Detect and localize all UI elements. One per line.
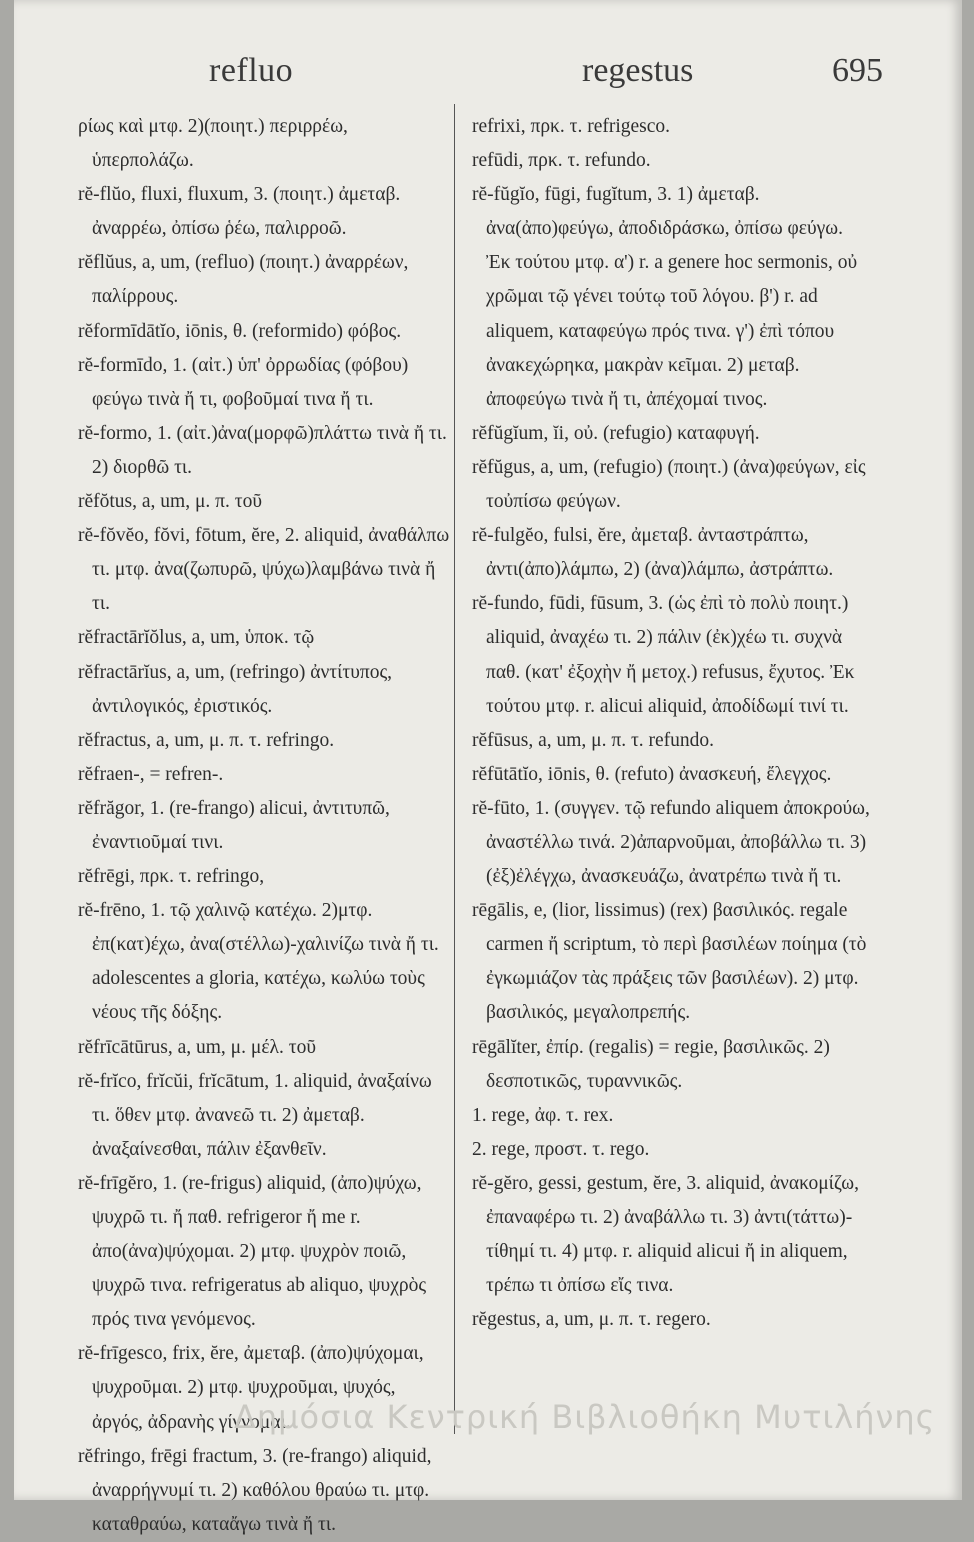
- dictionary-entry: 1. rege, ἀφ. τ. rex.: [472, 1104, 614, 1126]
- dictionary-entry: rĕ-fŭgĭo, fūgi, fugĭtum, 3. 1) ἀμεταβ. ἀνα(ἀπο)φεύγω, ἀποδιδράσκω, ὀπίσω φεύγω. Ἐκ τούτου μτφ. α') r. a genere hoc sermonis, οὐ χρῶμαι τῷ γένει τούτῳ τοῦ λόγου. β') r. ad aliquem, καταφεύγω πρός τινα. γ') ἐπὶ τόπου ἀνακεχώρηκα, μακρὰν κεῖμαι. 2) μεταβ. ἀποφεύγω τινὰ ἤ τι, ἀπέχομαί τινος.: [472, 184, 858, 410]
- dictionary-entry: rĕfŏtus, a, um, μ. π. τοῦ: [78, 491, 263, 513]
- dictionary-entry: 2. rege, προστ. τ. rego.: [472, 1138, 650, 1160]
- dictionary-entry: rĕ-fundo, fūdi, fūsum, 3. (ὡς ἐπὶ τὸ πολὺ ποιητ.) aliquid, ἀναχέω τι. 2) πάλιν (ἐκ)χέω τι. συχνὰ παθ. (κατ' ἐξοχὴν ἤ μετοχ.) refusus, ἔχυτος. Ἐκ τούτου μτφ. r. alicui aliquid, ἀποδίδωμί τινί τι.: [472, 593, 855, 717]
- dictionary-entry: refrixi, πρκ. τ. refrigesco.: [472, 116, 671, 137]
- dictionary-entry: rĕ-flŭo, fluxi, fluxum, 3. (ποιητ.) ἀμεταβ. ἀναρρέω, ὀπίσω ῥέω, παλιρροῶ.: [78, 184, 401, 240]
- dictionary-entry: rēgālĭter, ἐπίρ. (regalis) = regie, βασιλικῶς. 2) δεσποτικῶς, τυραννικῶς.: [472, 1036, 830, 1092]
- dictionary-entry: rĕfrēgi, πρκ. τ. refringo,: [78, 866, 265, 888]
- dictionary-entry: refūdi, πρκ. τ. refundo.: [472, 150, 651, 172]
- dictionary-page: [14, 0, 962, 1535]
- dictionary-entry: rĕfraen-, = refren-.: [78, 763, 224, 785]
- dictionary-entry: rĕ-gĕro, gessi, gestum, ĕre, 3. aliquid, ἀνακομίζω, ἐπαναφέρω τι. 2) ἀναβάλλω τι. 3) ἀντι(τάττω)-τίθημί τι. 4) μτφ. r. aliquid alicui ἤ in aliquem, τρέπω τι ὀπίσω εἴς τινα.: [472, 1172, 860, 1297]
- running-header: [14, 52, 962, 102]
- page-number: 695: [832, 52, 883, 89]
- dictionary-entry: rĕ-formo, 1. (αἰτ.)ἀνα(μορφῶ)πλάττω τινὰ ἤ τι. 2) διορθῶ τι.: [78, 422, 447, 478]
- dictionary-entry: rĕfŭgus, a, um, (refugio) (ποιητ.) (ἀνα)φεύγων, εἰς τοὐπίσω φεύγων.: [472, 456, 866, 513]
- dictionary-entry: rĕfringo, frēgi fractum, 3. (re-frango) aliquid, ἀναρρήγνυμί τι. 2) καθόλου θραύω τι. μτφ. καταθραύω, καταἄγω τινὰ ἤ τι.: [78, 1445, 432, 1535]
- dictionary-entry: rĕfūsus, a, um, μ. π. τ. refundo.: [472, 729, 715, 751]
- dictionary-entry: rĕfractārĭŏlus, a, um, ὑποκ. τῷ: [78, 627, 315, 649]
- dictionary-entry: rĕ-fulgĕo, fulsi, ĕre, ἀμεταβ. ἀνταστράπτω, ἀντι(ἀπο)λάμπω, 2) (ἀνα)λάμπω, ἀστράπτω.: [472, 525, 834, 581]
- dictionary-entry: rĕfŭgĭum, ĭi, οὐ. (refugio) καταφυγή.: [472, 422, 760, 444]
- dictionary-entry: rĕ-formīdo, 1. (αἰτ.) ὑπ' ὀρρωδίας (φόβου) φεύγω τινὰ ἤ τι, φοβοῦμαί τινα ἤ τι.: [78, 354, 409, 410]
- library-watermark: Δημόσια Κεντρική Βιβλιοθήκη Μυτιλήνης: [234, 1398, 936, 1436]
- dictionary-entry: rĕgestus, a, um, μ. π. τ. regero.: [472, 1309, 711, 1331]
- dictionary-entry: rĕflŭus, a, um, (refluo) (ποιητ.) ἀναρρέων, παλίρρους.: [78, 252, 409, 308]
- header-right-word: regestus: [582, 52, 694, 89]
- dictionary-entry: rĕfractārĭus, a, um, (refringo) ἀντίτυπος, ἀντιλογικός, ἐριστικός.: [78, 661, 393, 717]
- column-divider: [454, 104, 455, 1434]
- right-column: [472, 110, 870, 1450]
- header-left-word: refluo: [209, 52, 294, 89]
- dictionary-entry: rĕ-frīgesco, frix, ĕre, ἀμεταβ. (ἀπο)ψύχομαι, ψυχροῦμαι. 2) μτφ. ψυχροῦμαι, ψυχός, ἀργός, ἀδρανὴς γίγνομαι.: [78, 1343, 424, 1433]
- left-column: [78, 110, 450, 1535]
- dictionary-entry: rĕfractus, a, um, μ. π. τ. refringo.: [78, 729, 335, 751]
- dictionary-entry: rĕ-fūto, 1. (συγγεν. τῷ refundo aliquem ἀποκρούω, ἀναστέλλω τινά. 2)ἀπαρνοῦμαι, ἀποβάλλω τι. 3) (ἐξ)ἐλέγχω, ἀνασκευάζω, ἀνατρέπω τινὰ ἤ τι.: [472, 797, 870, 888]
- dictionary-entry: rēgālis, e, (lior, lissimus) (rex) βασιλικός. regale carmen ἤ scriptum, τὸ περὶ βασιλέων ποίημα (τὸ ἐγκωμιάζον τὰς πράξεις τῶν βασιλέων). 2) μτφ. βασιλικός, μεγαλοπρεπής.: [472, 900, 867, 1024]
- dictionary-entry: rĕ-frīgĕro, 1. (re-frigus) aliquid, (ἀπο)ψύχω, ψυχρῶ τι. ἤ παθ. refrigeror ἤ me r. ἀπο(ἀνα)ψύχομαι. 2) μτφ. ψυχρὸν ποιῶ, ψυχρῶ τινα. refrigeratus ab aliquo, ψυχρὸς πρός τινα γενόμενος.: [78, 1172, 427, 1331]
- dictionary-entry: rĕ-frēno, 1. τῷ χαλινῷ κατέχω. 2)μτφ. ἐπ(κατ)έχω, ἀνα(στέλλω)-χαλινίζω τινὰ ἤ τι. adolescentes a gloria, κατέχω, κωλύω τοὺς νέους τῆς δόξης.: [78, 900, 439, 1024]
- dictionary-entry: rĕ-fŏvĕo, fŏvi, fōtum, ĕre, 2. aliquid, ἀναθάλπω τι. μτφ. ἀνα(ζωπυρῶ, ψύχω)λαμβάνω τινὰ ἤ τι.: [78, 525, 450, 615]
- dictionary-entry: rĕformīdātĭo, iōnis, θ. (reformido) φόβος.: [78, 320, 402, 342]
- dictionary-entry: rĕfūtātĭo, iōnis, θ. (refuto) ἀνασκευή, ἔλεγχος.: [472, 763, 832, 785]
- dictionary-entry: rĕfrīcātūrus, a, um, μ. μέλ. τοῦ: [78, 1036, 316, 1058]
- dictionary-entry: ρίως καὶ μτφ. 2)(ποιητ.) περιρρέω, ὑπερπολάζω.: [78, 116, 348, 172]
- dictionary-entry: rĕfrăgor, 1. (re-frango) alicui, ἀντιτυπῶ, ἐναντιοῦμαί τινι.: [78, 797, 390, 853]
- dictionary-entry: rĕ-frĭco, frĭcŭi, frĭcātum, 1. aliquid, ἀναξαίνω τι. ὅθεν μτφ. ἀνανεῶ τι. 2) ἀμεταβ. ἀναξαίνεσθαι, πάλιν ἐξανθεῖν.: [78, 1070, 432, 1160]
